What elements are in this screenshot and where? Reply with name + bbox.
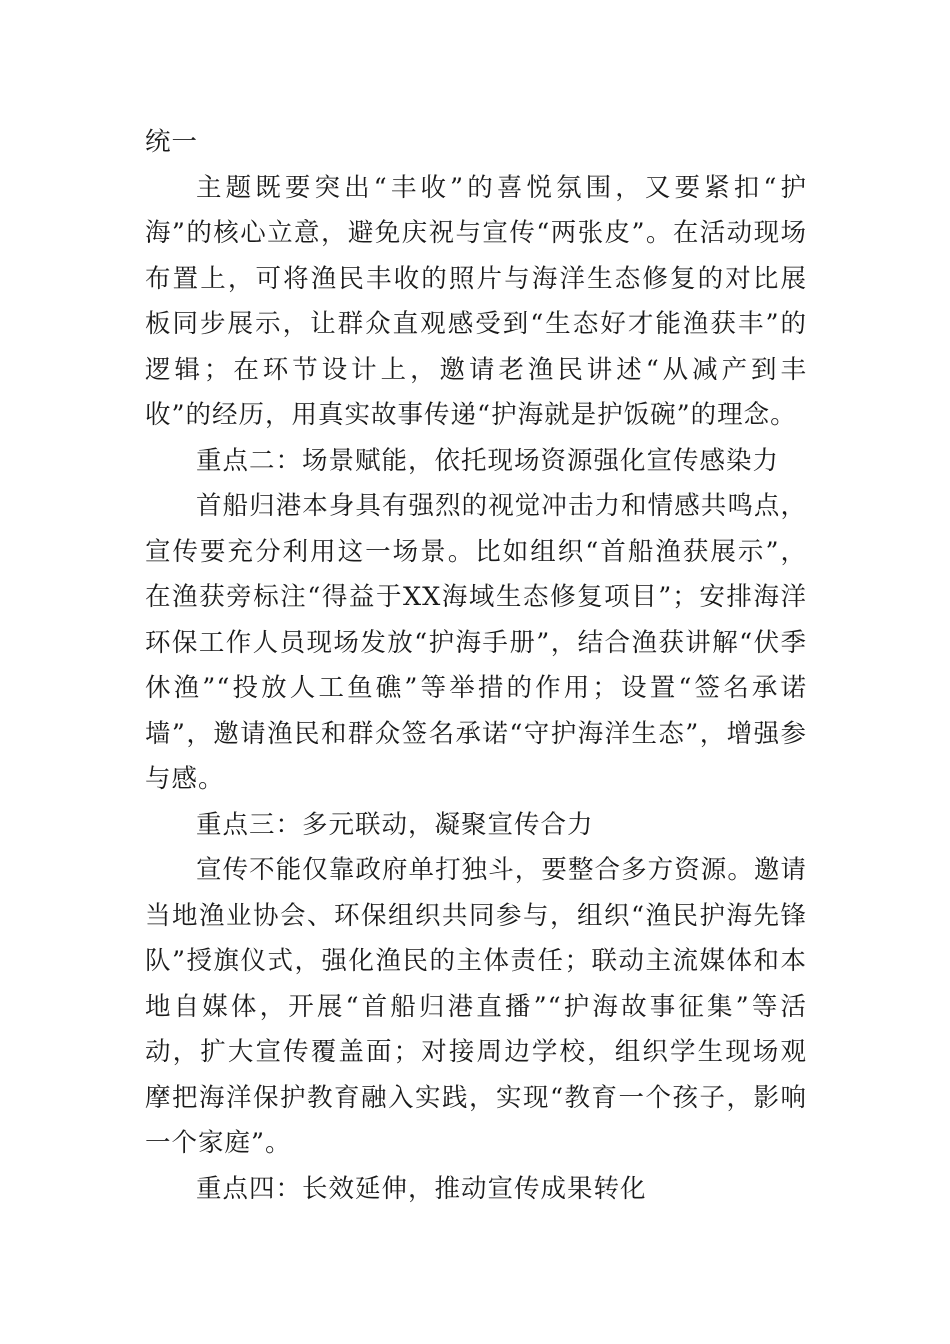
document-body: [145, 120, 807, 1212]
paragraph-linkage: 宣传不能仅靠政府单打独斗，要整合多方资源。邀请当地渔业协会、环保组织共同参与，组织“渔民护海先锋队”授旗仪式，强化渔民的主体责任；联动主流媒体和本地自媒体，开展“首船归港直播”“护海故事征集”等活动，扩大宣传覆盖面；对接周边学校，组织学生现场观摩把海洋保护教育融入实践，实现“教育一个孩子，影响一个家庭”。: [145, 855, 807, 1158]
section-heading-3: 重点三：多元联动，凝聚宣传合力: [196, 809, 594, 840]
paragraph-continuation: 统一: [145, 127, 199, 157]
section-heading-4: 重点四：长效延伸，推动宣传成果转化: [196, 1173, 647, 1204]
paragraph-scene: 首船归港本身具有强烈的视觉冲击力和情感共鸣点，宣传要充分利用这一场景。比如组织“首船渔获展示”，在渔获旁标注“得益于XX海域生态修复项目”；安排海洋环保工作人员现场发放“护海手册”，结合渔获讲解“伏季休渔”“投放人工鱼礁”等举措的作用；设置“签名承诺墙”，邀请渔民和群众签名承诺“守护海洋生态”，增强参与感。: [145, 491, 807, 794]
paragraph-theme: 主题既要突出“丰收”的喜悦氛围，又要紧扣“护海”的核心立意，避免庆祝与宣传“两张皮”。在活动现场布置上，可将渔民丰收的照片与海洋生态修复的对比展板同步展示，让群众直观感受到“生态好才能渔获丰”的逻辑；在环节设计上，邀请老渔民讲述“从减产到丰收”的经历，用真实故事传递“护海就是护饭碗”的理念。: [145, 172, 807, 430]
section-heading-2: 重点二：场景赋能，依托现场资源强化宣传感染力: [196, 445, 780, 476]
